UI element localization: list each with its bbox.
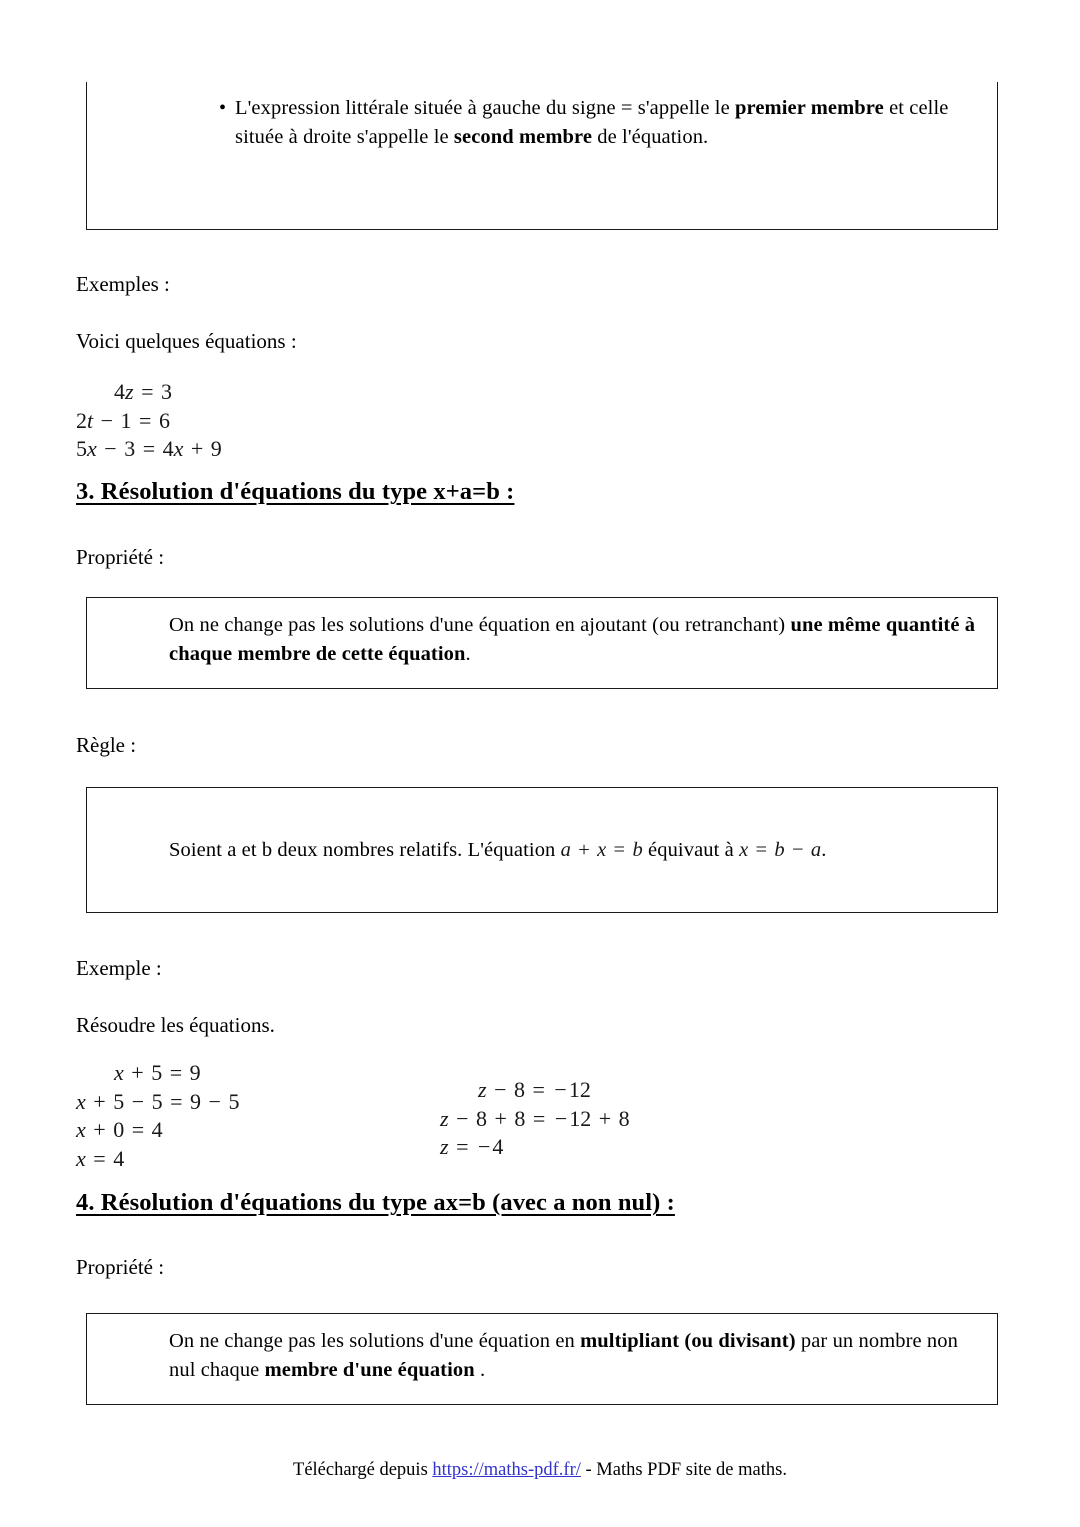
equation-expression: z − 8 = −12 [478, 1077, 591, 1102]
section-4-heading: 4. Résolution d'équations du type ax=b (avec a non nul) : [76, 1189, 675, 1216]
equation-line [440, 1076, 630, 1105]
section-4-property-text [169, 1327, 983, 1385]
equation-line [76, 407, 222, 436]
worked-example-left-column [76, 1059, 239, 1173]
definition-text-2: et celle située à droite s'appelle le [235, 97, 949, 148]
property-bold-1: une même quantité à chaque membre de cette équation [169, 614, 976, 665]
property-bold-2: membre d'une équation [264, 1359, 475, 1381]
examples-intro: Voici quelques équations : [76, 329, 297, 353]
equation-expression: x = 4 [76, 1145, 125, 1171]
property-text-1: On ne change pas les solutions d'une équation en [169, 1330, 581, 1352]
section-4-property-label: Propriété : [76, 1255, 165, 1279]
section-4-property-box [86, 1313, 998, 1405]
examples-equation-list [76, 378, 222, 464]
definition-text-1: L'expression littérale située à gauche du signe = s'appelle le [235, 97, 735, 119]
rule-math-1: a + x = b [560, 839, 643, 861]
property-text-1: On ne change pas les solutions d'une équation en ajoutant (ou retranchant) [169, 614, 791, 636]
rule-math-2: x = b − a [739, 839, 822, 861]
equation-line [76, 1145, 239, 1174]
equation-line [440, 1105, 630, 1134]
definition-text-3: de l'équation. [592, 126, 709, 148]
equation-expression: 5x − 3 = 4x + 9 [76, 436, 222, 461]
section-3-rule-box [86, 787, 998, 913]
property-text-2: . [465, 643, 471, 665]
rule-text-1: Soient a et b deux nombres relatifs. L'équation [169, 839, 561, 861]
equation-expression: z − 8 + 8 = −12 + 8 [440, 1105, 630, 1131]
worked-example-right-column [440, 1076, 630, 1162]
equation-line [76, 1088, 239, 1117]
section-3-rule-label: Règle : [76, 733, 137, 757]
footer-prefix: Téléchargé depuis [293, 1460, 433, 1480]
definition-bullet-text [235, 94, 967, 152]
rule-text-2: équivaut à [642, 839, 740, 861]
footer-suffix: - Maths PDF site de maths. [580, 1460, 787, 1480]
examples-label: Exemples : [76, 272, 170, 296]
section-3-example-label: Exemple : [76, 956, 162, 980]
equation-line [76, 378, 222, 407]
equation-line [76, 1116, 239, 1145]
page-footer [0, 1458, 1080, 1482]
section-3-example-instruction: Résoudre les équations. [76, 1013, 275, 1037]
section-3-rule-text [169, 836, 983, 865]
equation-expression: 4z = 3 [114, 379, 172, 404]
definition-callout-box [86, 82, 998, 230]
equation-expression: 2t − 1 = 6 [76, 407, 170, 433]
property-text-3: . [474, 1359, 486, 1381]
definition-bullet-item [109, 94, 975, 152]
section-3-property-text [169, 611, 983, 669]
equation-line [76, 435, 222, 464]
section-3-heading: 3. Résolution d'équations du type x+a=b : [76, 478, 515, 505]
section-3-property-label: Propriété : [76, 545, 165, 569]
property-bold-1: multipliant (ou divisant) [580, 1330, 796, 1352]
equation-expression: z = −4 [440, 1134, 504, 1159]
section-3-property-box [86, 597, 998, 689]
definition-bold-1: premier membre [735, 97, 884, 119]
definition-bold-2: second membre [453, 126, 593, 148]
equation-expression: x + 5 − 5 = 9 − 5 [76, 1088, 240, 1114]
property-text-2: par un nombre non nul chaque [169, 1330, 958, 1381]
equation-expression: x + 5 = 9 [114, 1060, 201, 1085]
bullet-marker-icon: • [219, 97, 227, 119]
rule-text-3: . [821, 839, 827, 861]
equation-expression: x + 0 = 4 [76, 1117, 163, 1142]
maths-pdf-link[interactable]: https://maths-pdf.fr/ [432, 1460, 581, 1480]
equation-line [76, 1059, 239, 1088]
equation-line [440, 1133, 630, 1162]
